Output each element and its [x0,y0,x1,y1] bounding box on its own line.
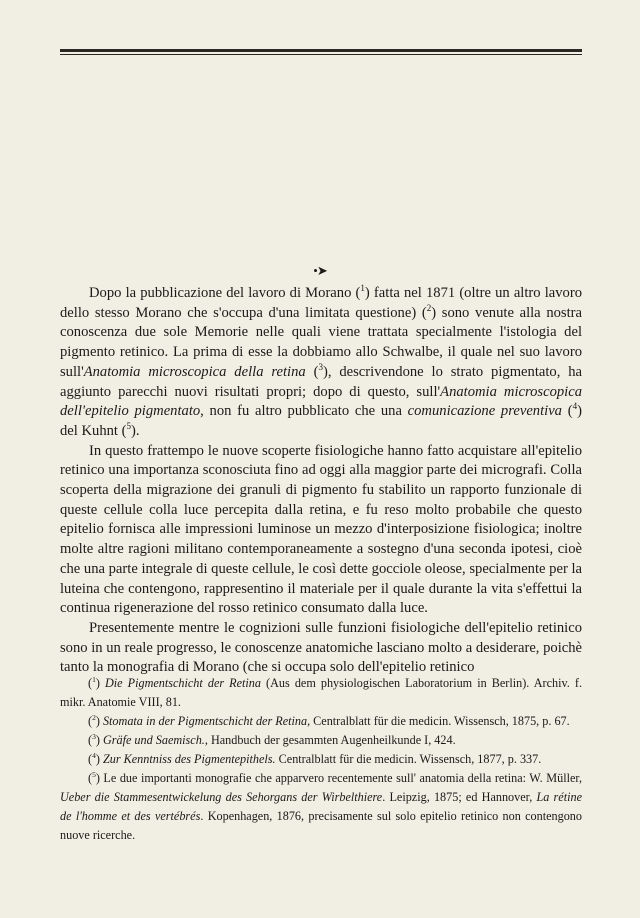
footnote [60,750,582,769]
note-ref: 3 [318,361,323,372]
text-run: ( [561,403,573,420]
italic-text: Stomata in der Pigmentschicht der Retina [102,714,308,728]
paragraph [60,442,582,619]
italic-text: Ueber die Stammesentwickelung des Sehorgans der Wirbelthiere [60,790,383,804]
text-run: ) Le due importanti monografie che apparvero recentemente sull' anatomia della retina: W. Müller, [95,771,582,785]
note-ref: 4 [92,750,96,760]
note-ref: 4 [572,401,578,412]
text-run: ) [95,714,103,728]
footnote [60,731,582,750]
footnote [60,712,582,731]
text-run: In questo frattempo le nuove scoperte fisiologiche hanno fatto acquistare all'epitelio retinico una importanza sconosciuta fino ad oggi alla maggior parte dei micrografi. Colla scoperta della migrazione dei granuli di pigmento fu stabilito un rapporto funzionale di queste cellule colla luce percepita dalla retina, e fu reso molto probabile che questo epitelio fornisca alle impressioni luminose un mezzo d'interposizione fisiologica; inoltre molte altre ragioni militano contemporaneamente a sostegno d'una seconda ipotesi, cioè che una parte integrale di queste cellule, le così dette gocciole oleose, specialmente per la luteina che contengono, rappresentino il materiale per il quale durante la vita s'effettui la continua rigenerazione del rosso retinico consumato dalla luce. [60,442,582,617]
header-rule-thin [60,54,582,55]
italic-text: Die Pigmentschicht der Retina [104,676,261,690]
text-run: , non fu altro pubblicato che una [200,403,408,420]
text-run: ) [95,733,103,747]
text-run: ) [95,752,103,766]
text-run: ). [131,422,140,439]
italic-text: La rétine de l'homme et des vertébrés [60,790,582,823]
section-ornament: •➤ [313,263,327,278]
paragraph [60,284,582,442]
text-run: (Aus dem physiologischen Laboratorium in Berlin). Archiv. f. mikr. Anatomie VIII, 81. [60,676,583,709]
text-run: ( [88,676,93,690]
footnotes [60,674,582,845]
note-ref: 3 [92,731,96,741]
italic-text: Gräfe und Saemisch. [102,733,205,747]
italic-text: Zur Kenntniss des Pigmentepithels. [102,752,276,766]
note-ref: 5 [126,421,132,432]
text-run: ) sono venute alla nostra conoscenza due sole Memorie nelle quali viene trattata specialmente l'istologia del pigmento retinico. La prima di esse la dobbiamo allo Schwalbe, il quale nel suo lavoro sull' [60,304,582,380]
text-run: ) del Kuhnt ( [60,403,582,439]
text-run: ), descrivendone lo strato pigmentato, ha aggiunto parecchi nuovi risultati propri; dopo di questo, sull' [60,363,583,400]
text-run: , Handbuch der gesammten Augenheilkunde I, 424. [204,733,456,747]
note-ref: 5 [92,769,96,779]
note-ref: 1 [360,283,365,294]
text-run: Centralblatt für die medicin. Wissensch, 1877, p. 337. [275,752,542,766]
italic-text: Anatomia microscopica della retina [83,363,306,380]
text-run: , Centralblatt für die medicin. Wissensch, 1875, p. 67. [307,714,570,728]
text-run: ( [305,363,319,380]
text-run: . Kopenhagen, 1876, precisamente sul solo epitelio retinico non contengono nuove ricerche. [60,809,582,842]
text-run: ) fatta nel 1871 (oltre un altro lavoro dello stesso Morano che s'occupa d'una limitata questione) ( [60,285,582,321]
note-ref: 2 [426,302,432,313]
italic-text: Anatomia microscopica dell'epitelio pigmentato [60,383,583,420]
paragraph [60,619,582,678]
text-run: Dopo la pubblicazione del lavoro di Morano ( [89,285,361,301]
header-rule-thick [60,49,582,52]
footnote [60,769,582,845]
text-run: ( [88,771,93,785]
footnote [60,674,582,712]
note-ref: 2 [92,712,96,722]
text-run: ( [88,733,93,747]
text-run: ( [88,752,93,766]
text-run: . Leipzig, 1875; ed Hannover, [382,790,537,804]
text-run: ( [88,714,93,728]
italic-text: comunicazione preventiva [407,403,562,420]
text-run: ) [95,676,105,690]
note-ref: 1 [92,674,96,684]
text-run: Presentemente mentre le cognizioni sulle funzioni fisiologiche dell'epitelio retinico sono in un reale progresso, le conoscenze anatomiche lasciano molto a desiderare, poichè tanto la monografia di Morano (che si occupa solo dell'epitelio retinico [60,619,582,676]
body-text [60,284,582,678]
